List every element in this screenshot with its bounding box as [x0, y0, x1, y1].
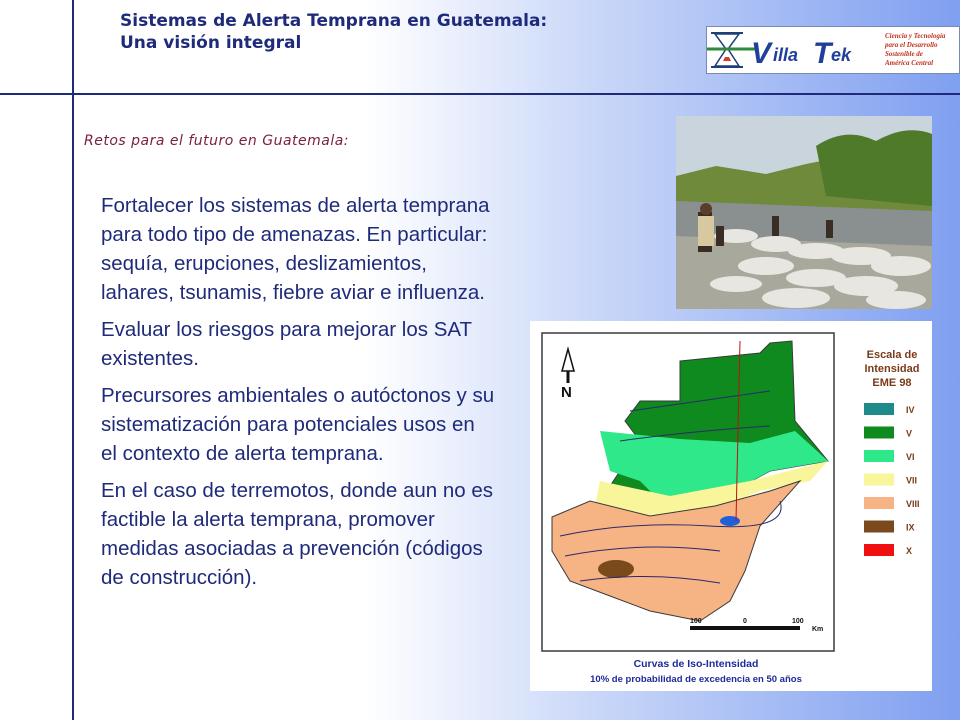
- bullet-item: Precursores ambientales o autóctonos y su sistematización para potenciales usos en el contexto de alerta temprana.: [101, 384, 495, 465]
- legend-label: VII: [906, 475, 918, 486]
- villatek-logo: [706, 26, 960, 74]
- legend-swatch: [864, 403, 894, 415]
- bullet-item: Evaluar los riesgos para mejorar los SAT existentes.: [101, 318, 472, 370]
- tagline-line-2: para el Desarrollo: [885, 41, 938, 49]
- scale-bar: [690, 626, 800, 630]
- river-sandbag-photo: [676, 116, 932, 309]
- tagline-line-1: Ciencia y Tecnología: [885, 32, 946, 40]
- legend-label: VIII: [906, 499, 920, 509]
- legend-swatch: [864, 474, 894, 486]
- legend-swatch: [864, 450, 894, 462]
- scale-label: Km: [812, 626, 824, 633]
- horizontal-rule: [0, 93, 960, 95]
- section-subtitle: Retos para el futuro en Guatemala:: [84, 133, 350, 149]
- legend-swatch: [864, 521, 894, 533]
- brand-v: V: [751, 37, 772, 70]
- hourglass-icon: [707, 33, 757, 67]
- legend-swatch: [864, 497, 894, 509]
- tagline-line-4: América Central: [885, 59, 934, 67]
- legend-title-line: Intensidad: [864, 363, 920, 375]
- scale-label: 0: [743, 618, 747, 625]
- legend-label: V: [906, 428, 913, 439]
- brand-t: T: [813, 37, 832, 70]
- title-line-2: Una visión integral: [120, 33, 302, 53]
- caption-line-2: 10% de probabilidad de excedencia en 50 años: [590, 674, 802, 685]
- brand-ek: ek: [831, 45, 852, 65]
- legend-label: IX: [906, 522, 915, 533]
- slide-title: [120, 10, 547, 54]
- scale-label: 100: [690, 618, 702, 625]
- iso-intensity-map: [530, 321, 932, 691]
- bullet-item: En el caso de terremotos, donde aun no es factible la alerta temprana, promover medidas asociadas a prevención (códigos de construcción).: [101, 479, 494, 589]
- legend-label: IV: [906, 405, 915, 415]
- legend-title-line: EME 98: [872, 377, 912, 389]
- brand-illa: illa: [773, 45, 799, 65]
- bullet-item: Fortalecer los sistemas de alerta temprana para todo tipo de amenazas. En particular: sequía, erupciones, deslizamientos, lahares, tsunamis, fiebre aviar e influenza.: [101, 194, 490, 304]
- legend-title-line: Escala de: [866, 349, 918, 361]
- legend-swatch: [864, 427, 894, 439]
- legend-label: X: [906, 546, 913, 556]
- legend-swatch: [864, 544, 894, 556]
- bullet-list: [101, 191, 496, 600]
- caption-line-1: Curvas de Iso-Intensidad: [633, 658, 759, 670]
- legend-label: VI: [906, 452, 915, 462]
- scale-label: 100: [792, 618, 804, 625]
- tagline-line-3: Sostenible de: [885, 50, 923, 58]
- north-label: N: [561, 384, 572, 401]
- title-line-1: Sistemas de Alerta Temprana en Guatemala:: [120, 11, 548, 31]
- vertical-rule: [72, 0, 74, 720]
